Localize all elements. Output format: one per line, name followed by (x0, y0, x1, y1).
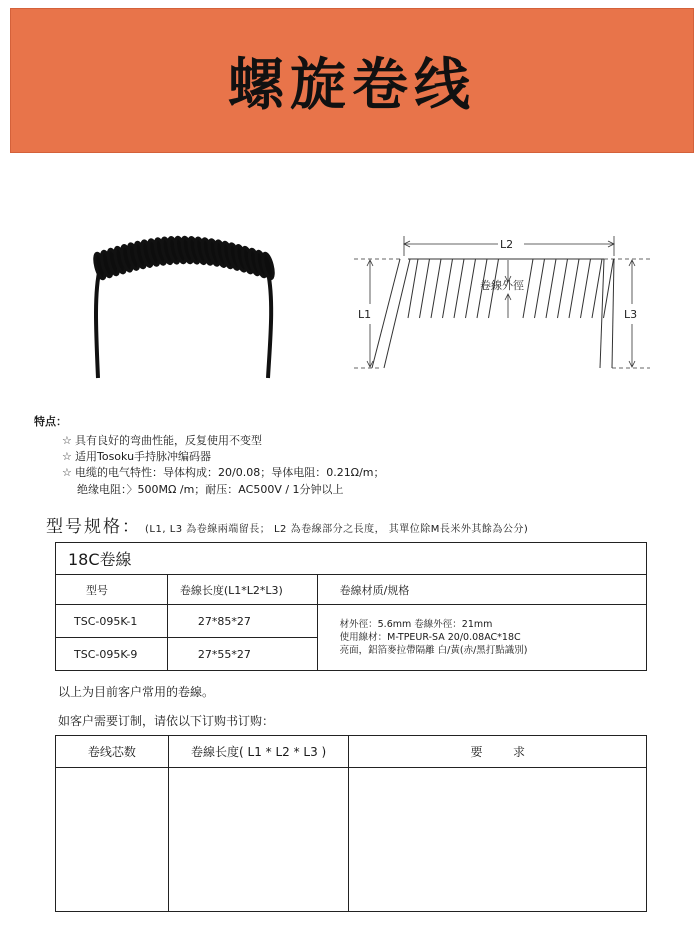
coiled-cable-image (78, 232, 288, 382)
order-cell-length[interactable] (168, 768, 349, 912)
coil-strand (454, 259, 464, 318)
material-cell (317, 605, 646, 671)
dims-cell: 27*85*27 (167, 605, 317, 638)
dims-cell: 27*55*27 (167, 638, 317, 671)
title-banner (10, 8, 694, 153)
feature-item (62, 432, 262, 448)
lead-left-inner (384, 259, 410, 368)
order-instruction: 如客户需要订制，请依以下订购书订购： (58, 714, 275, 728)
model-spec-title: 型号规格： (46, 517, 141, 537)
coil-strand (443, 259, 453, 318)
star-icon: ☆ (62, 434, 72, 447)
coil-strand (466, 259, 476, 318)
model-cell: TSC-095K-9 (56, 638, 168, 671)
order-table (55, 735, 647, 912)
l1-label: L1 (358, 308, 372, 321)
model-spec-note: (L1, L3 為卷線兩端留長； L2 為卷線部分之長度， 其單位除M長米外其餘為公分) (145, 524, 529, 535)
feature-item (62, 448, 211, 464)
material-line: 材外徑：5.6mm 卷線外徑：21mm (339, 619, 493, 630)
coil-strand (523, 259, 533, 318)
feature-item (62, 464, 385, 480)
l2-label: L2 (500, 238, 514, 251)
model-cell: TSC-095K-1 (56, 605, 168, 638)
features-heading: 特点： (34, 415, 67, 428)
lead-left-outer (372, 259, 400, 368)
coil-strand (581, 259, 591, 318)
coil-dimension-diagram (352, 232, 652, 382)
coil-strand (408, 259, 418, 318)
material-line: 亮面，鋁箔麥拉帶隔離 白/黃(赤/黑打點識別) (339, 645, 528, 656)
coil-strand (558, 259, 568, 318)
coil-strand (604, 259, 614, 318)
lead-right-outer (612, 259, 614, 368)
coil-strand (535, 259, 545, 318)
spec-table (55, 542, 647, 671)
lead-right-inner (600, 259, 604, 368)
coil-strand (592, 259, 602, 318)
order-header-length: 卷線长度( L1 * L2 * L3 ) (168, 736, 349, 768)
table-row (56, 605, 647, 638)
material-line: 使用線材：M-TPEUR-SA 20/0.08AC*18C (339, 632, 521, 643)
header-length: 卷線长度(L1*L2*L3) (167, 575, 317, 605)
coil-strand (431, 259, 441, 318)
star-icon: ☆ (62, 466, 72, 479)
page-title: 螺旋卷线 (228, 52, 476, 118)
coil-strand (569, 259, 579, 318)
model-spec-heading (46, 512, 528, 537)
feature-text: 电缆的电气特性：导体构成：20/0.08；导体电阻：0.21Ω/m； (75, 466, 385, 479)
l3-label: L3 (624, 308, 638, 321)
feature-continuation: 绝缘电阻：〉500MΩ /m；耐压：AC500V / 1分钟以上 (77, 483, 344, 496)
order-header-requirements: 要 求 (349, 736, 647, 768)
header-model: 型号 (56, 575, 168, 605)
feature-text: 具有良好的弯曲性能，反复使用不变型 (75, 434, 262, 447)
order-header-cores: 卷线芯数 (56, 736, 169, 768)
order-cell-cores[interactable] (56, 768, 169, 912)
coil-strand (420, 259, 430, 318)
coil-strand (546, 259, 556, 318)
order-cell-requirements[interactable] (349, 768, 647, 912)
spec-table-caption: 18C卷線 (56, 543, 647, 575)
outer-diameter-label: 卷線外徑 (480, 279, 524, 292)
header-material: 卷線材质/规格 (317, 575, 646, 605)
feature-text: 适用Tosoku手持脉冲编码器 (75, 450, 212, 463)
common-cable-note: 以上为目前客户常用的卷線。 (58, 685, 215, 699)
star-icon: ☆ (62, 450, 72, 463)
